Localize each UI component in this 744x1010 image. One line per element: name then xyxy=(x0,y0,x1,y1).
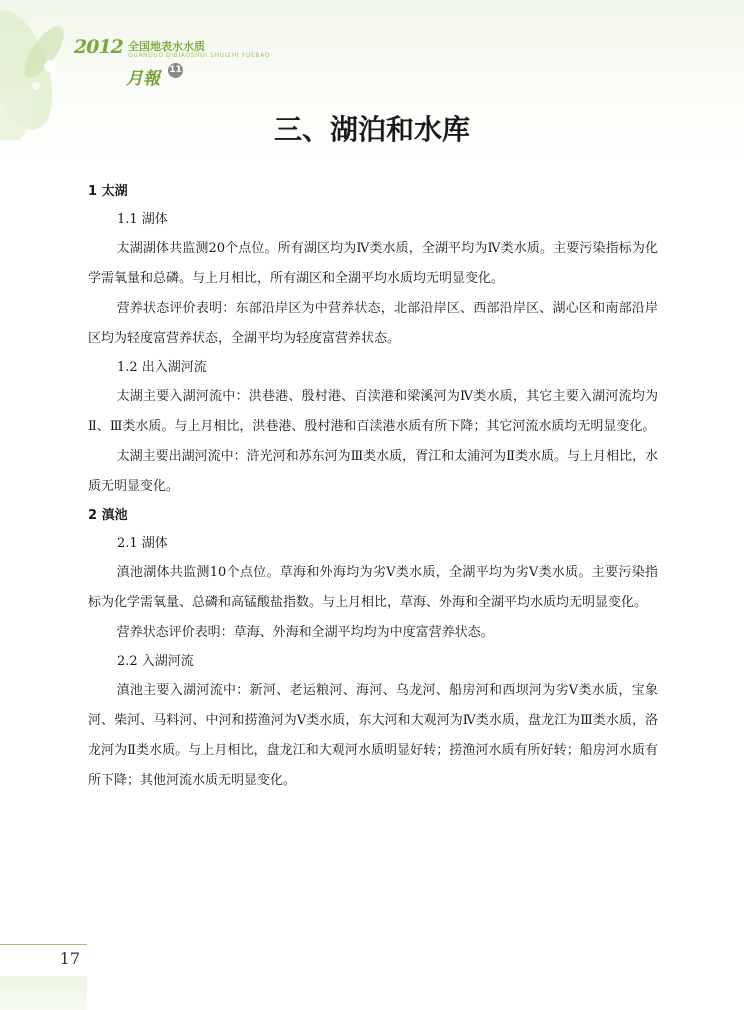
footer-band xyxy=(0,976,87,1010)
subsection-heading-dianchi-rivers: 2.2 入湖河流 xyxy=(117,654,194,669)
document-body xyxy=(88,178,658,796)
header-year: 2012 xyxy=(74,36,123,58)
issue-badge: 11 xyxy=(168,63,183,78)
paragraph: 太湖湖体共监测20个点位。所有湖区均为Ⅳ类水质，全湖平均为Ⅳ类水质。主要污染指标为化学需氧量和总磷。与上月相比，所有湖区和全湖平均水质均无明显变化。 xyxy=(88,241,658,286)
paragraph: 营养状态评价表明：东部沿岸区为中营养状态，北部沿岸区、西部沿岸区、湖心区和南部沿岸区均为轻度富营养状态，全湖平均为轻度富营养状态。 xyxy=(88,301,658,346)
subsection-heading-taihu-rivers: 1.2 出入湖河流 xyxy=(117,360,207,375)
paragraph: 滇池主要入湖河流中：新河、老运粮河、海河、乌龙河、船房河和西坝河为劣Ⅴ类水质，宝象河、柴河、马料河、中河和捞渔河为Ⅴ类水质，东大河和大观河为Ⅳ类水质，盘龙江为Ⅲ类水质，洛龙河为Ⅱ类水质。与上月相比，盘龙江和大观河水质明显好转；捞渔河水质有所好转；船房河水质有所下降；其他河流水质无明显变化。 xyxy=(88,683,658,788)
paragraph: 太湖主要出湖河流中：浒光河和苏东河为Ⅲ类水质，胥江和太浦河为Ⅱ类水质。与上月相比，水质无明显变化。 xyxy=(88,449,658,494)
section-heading-taihu: 1 太湖 xyxy=(88,184,128,199)
paragraph: 滇池湖体共监测10个点位。草海和外海均为劣Ⅴ类水质，全湖平均为劣Ⅴ类水质。主要污染指标为化学需氧量、总磷和高锰酸盐指数。与上月相比，草海、外海和全湖平均水质均无明显变化。 xyxy=(88,565,658,610)
page-number: 17 xyxy=(59,949,80,968)
section-heading-dianchi: 2 滇池 xyxy=(88,508,128,523)
subsection-heading-taihu-lake: 1.1 湖体 xyxy=(117,212,168,227)
paragraph: 太湖主要入湖河流中：洪巷港、殷村港、百渎港和梁溪河为Ⅳ类水质，其它主要入湖河流均为Ⅱ、Ⅲ类水质。与上月相比，洪巷港、殷村港和百渎港水质有所下降；其它河流水质均无明显变化。 xyxy=(88,389,658,434)
page-title: 三、湖泊和水库 xyxy=(273,113,470,146)
header-monthly: 月報 xyxy=(126,69,160,89)
paragraph: 营养状态评价表明：草海、外海和全湖平均均为中度富营养状态。 xyxy=(116,625,494,640)
header-title: 全国地表水水质 xyxy=(128,40,205,53)
header-pinyin: QUANGUO DIBIAOSHUI SHUIZHI YUEBAO xyxy=(128,52,271,59)
footer-divider xyxy=(0,944,87,945)
subsection-heading-dianchi-lake: 2.1 湖体 xyxy=(117,536,168,551)
